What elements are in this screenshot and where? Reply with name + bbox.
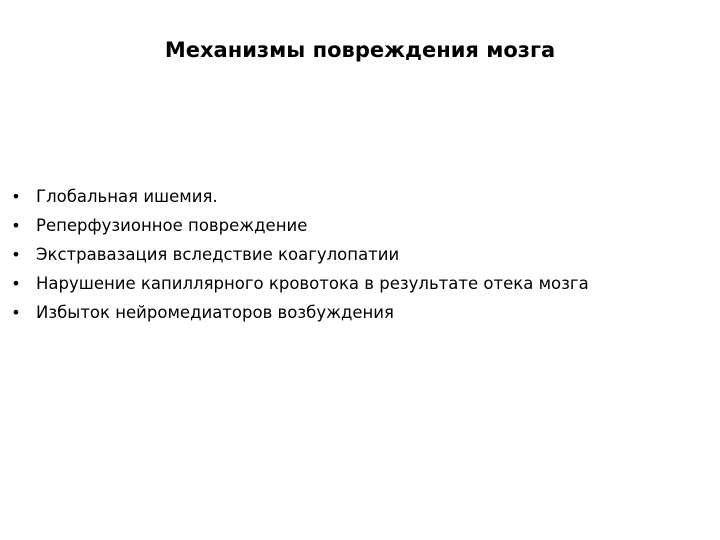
- slide-title: Механизмы повреждения мозга: [164, 38, 556, 62]
- list-item: [11, 240, 696, 269]
- list-item: [11, 269, 696, 298]
- bullet-point-icon: •: [11, 274, 21, 293]
- bullet-point-icon: •: [11, 216, 21, 235]
- bullet-list: [11, 182, 696, 327]
- bullet-text: Нарушение капиллярного кровотока в результате отека мозга: [36, 274, 589, 293]
- list-item: [11, 298, 696, 327]
- bullet-text: Избыток нейромедиаторов возбуждения: [36, 303, 394, 322]
- list-item: [11, 182, 696, 211]
- bullet-text: Реперфузионное повреждение: [36, 216, 308, 235]
- list-item: [11, 211, 696, 240]
- bullet-point-icon: •: [11, 245, 21, 264]
- bullet-text: Глобальная ишемия.: [36, 187, 218, 206]
- bullet-point-icon: •: [11, 303, 21, 322]
- bullet-text: Экстравазация вследствие коагулопатии: [36, 245, 400, 264]
- bullet-point-icon: •: [11, 187, 21, 206]
